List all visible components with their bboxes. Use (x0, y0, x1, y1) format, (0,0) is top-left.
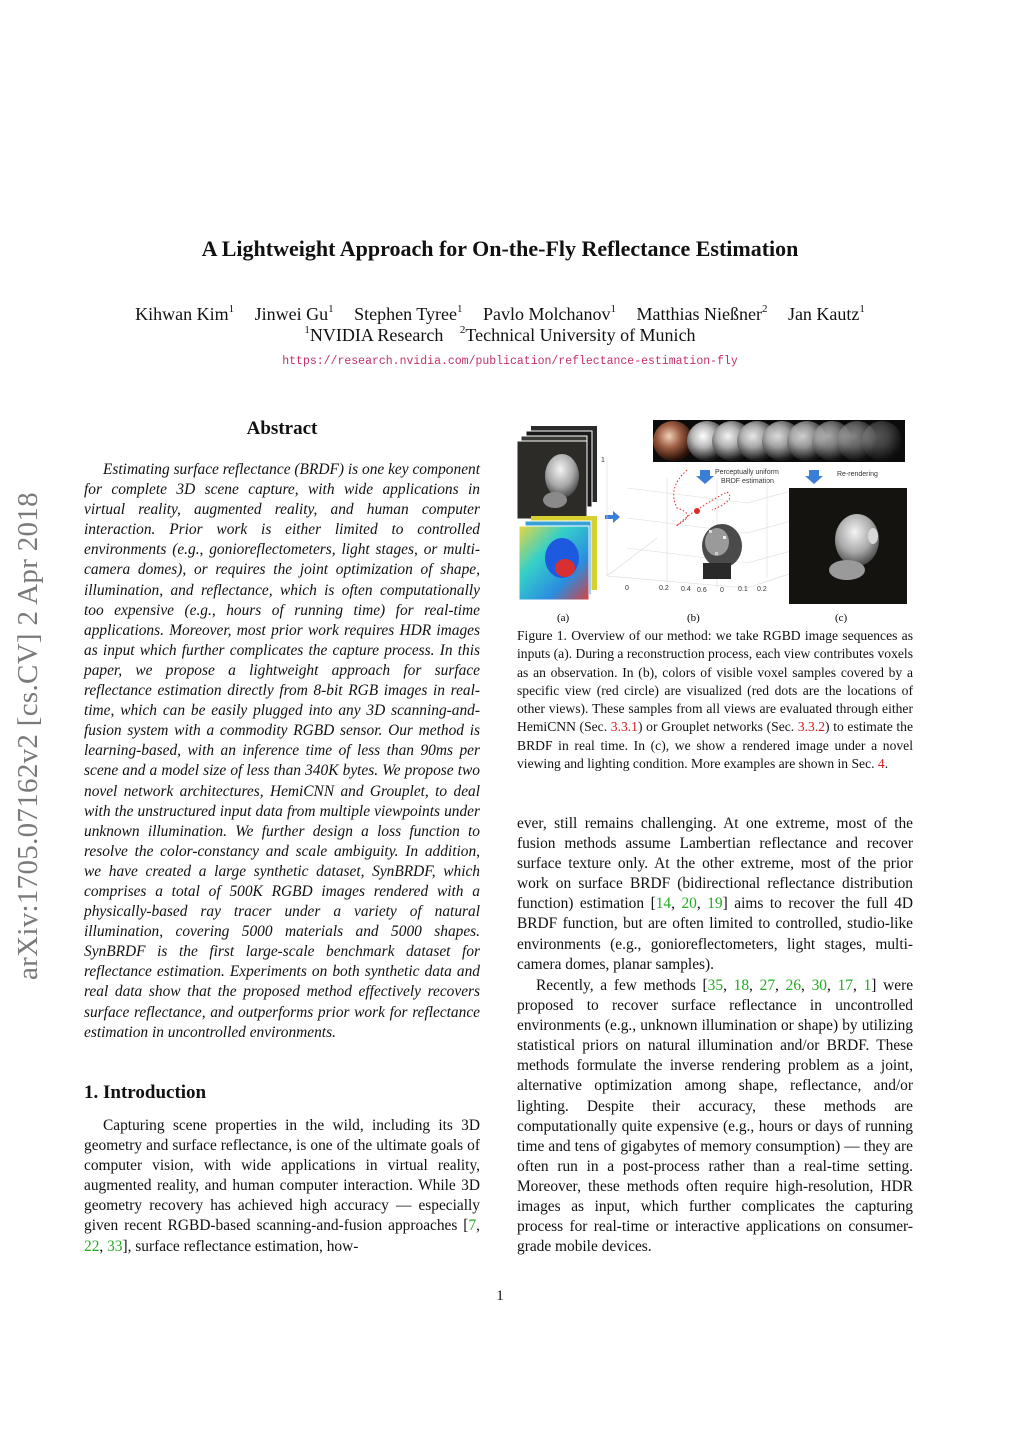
citation-link[interactable]: 35 (707, 977, 724, 994)
axis-tick: 0.2 (659, 585, 669, 592)
paper-title: A Lightweight Approach for On-the-Fly Reflectance Estimation (201, 236, 799, 261)
axis-tick: 0.6 (697, 587, 707, 594)
author-6: Jan Kautz$^1$ (787, 303, 865, 324)
author-list (0, 302, 1000, 326)
axis-tick: 0 (720, 587, 724, 594)
axis-tick: 0.2 (757, 586, 767, 593)
axis-tick: 0.4 (681, 586, 691, 593)
author-5: Matthias Nießner$^2$ (636, 303, 768, 324)
author-3: Stephen Tyree$^1$ (354, 303, 463, 324)
citation-link[interactable]: 18 (733, 977, 750, 994)
figure-annotation-rerender: Re-rendering (837, 471, 878, 478)
voxel-head (702, 524, 742, 579)
subfigure-label-a: (a) (557, 612, 570, 624)
abstract-text: Estimating surface reflectance (BRDF) is one key component for complete 3D scene capture, with wide applications in virtual reality, augmented reality, and human computer interaction. Prior work is either limited to controlled environments (e.g., gonioreflectometers, light stages, or multi-camera domes), or requires the joint optimization of shape, illumination, and reflectance, which is often computationally too expensive (e.g., hours of running time) for real-time applications. Moreover, most prior work requires HDR images as input which further complicates the capture process. In this paper, we propose a lightweight approach for surface reflectance estimation directly from 8-bit RGB images in real-time, which can be easily plugged into any 3D scanning-and-fusion system with a commodity RGBD sensor. Our method is learning-based, with an inference time of less than 90ms per scene and a model size of less than 340K bytes. We propose two novel network architectures, HemiCNN and Grouplet, to deal with the unstructured input data from multiple viewpoints under unknown illumination. We further design a loss function to resolve the color-constancy and scale ambiguity. In addition, we have created a large synthetic dataset, SynBRDF, which comprises a total of 500K RGBD images rendered with a physically-based ray tracer under a variety of natural illumination, covering 5000 materials and 5000 shapes. SynBRDF is the first large-scale benchmark dataset for reflectance estimation. Experiments on both synthetic data and real data show that the proposed method effectively recovers surface reflectance, and outperforms prior work for reflectance estimation in uncontrolled environments. (84, 461, 480, 1041)
section-ref-link[interactable]: 3.3.1 (610, 719, 638, 735)
subfigure-label-b: (b) (687, 612, 700, 624)
rgb-frame-stack (517, 426, 597, 519)
affiliation-2: $^2$Technical University of Munich (459, 324, 696, 345)
axis-tick: 0 (625, 585, 629, 592)
affiliations (0, 325, 1000, 346)
intro-paragraph-2: Recently, a few methods [35, 18, 27, 26, 30, 17, 1] were proposed to recover surface reflectance in uncontrolled environments (e.g., unknown illumination or shape) by utilizing statistical priors on natural illumination and/or BRDF. These methods formulate the inverse rendering problem as a joint, alternative optimization among shape, reflectance, and/or lighting. Despite their accuracy, these methods are computationally quite expensive (e.g., hours or days of running time and tens of gigabytes of memory consumption) — they are often run in a post-process rather than a real-time setting. Moreover, these methods often require high-resolution, HDR images as input, which further complicates the capturing process for real-time or interactive applications on consumer-grade mobile devices. (517, 977, 914, 1256)
axis-tick: 0.1 (738, 586, 748, 593)
citation-link[interactable]: 30 (811, 977, 827, 994)
citation-link[interactable]: 22 (84, 1237, 100, 1255)
citation-link[interactable]: 14 (655, 895, 672, 913)
citation-link[interactable]: 20 (681, 895, 697, 913)
arrow-down-icon (805, 470, 823, 484)
author-1: Kihwan Kim$^1$ (135, 303, 235, 324)
figure-1 (517, 418, 913, 624)
brdf-sphere-strip (653, 420, 905, 462)
citation-link[interactable]: 26 (785, 977, 802, 994)
citation-link[interactable]: 7 (468, 1217, 477, 1235)
intro-paragraph-1: Capturing scene properties in the wild, including its 3D geometry and surface reflectance, is one of the ultimate goals of computer vision, with wide applications in virtual reality, augmented reality, and human computer interaction. While 3D geometry recovery has achieved high accuracy — especially given recent RGBD-based scanning-and-fusion approaches [7, 22, 33], surface reflectance estimation, how- (84, 1117, 480, 1255)
axis-label: 1 (601, 457, 605, 464)
citation-link[interactable]: 27 (759, 977, 776, 994)
figure-annotation-brdf: Perceptually uniform (715, 469, 779, 476)
citation-link[interactable]: 17 (837, 977, 853, 994)
selected-view-marker (694, 508, 700, 514)
author-2: Jinwei Gu$^1$ (254, 303, 334, 324)
rendered-image (789, 488, 907, 604)
section-ref-link[interactable]: 4 (877, 756, 885, 772)
arrow-down-icon (696, 470, 714, 484)
abstract-heading: Abstract (246, 418, 318, 439)
section-ref-link[interactable]: 3.3.2 (797, 719, 826, 735)
affiliation-1: $^1$NVIDIA Research (304, 324, 444, 345)
citation-link[interactable]: 33 (107, 1237, 123, 1255)
arxiv-stamp: arXiv:1705.07162v2 [cs.CV] 2 Apr 2018 (12, 492, 44, 980)
subfigure-label-c: (c) (835, 612, 848, 624)
citation-link[interactable]: 19 (707, 895, 723, 913)
author-4: Pavlo Molchanov$^1$ (482, 303, 616, 324)
figure-1-graphic (517, 418, 913, 624)
section-heading-introduction: 1. Introduction (84, 1082, 207, 1103)
intro-paragraph-1-continued: ever, still remains challenging. At one extreme, most of the fusion methods assume Lambertian reflectance and recover surface texture only. At the other extreme, most of the prior work on surface BRDF (bidirectional reflectance distribution function) estimation [14, 20, 19] aims to recover the full 4D BRDF function, but are often limited to controlled, studio-like environments (e.g., gonioreflectometers, light stages, multi-camera domes, planar samples). (517, 815, 914, 973)
page-number: 1 (496, 1288, 504, 1304)
figure-annotation-brdf-2: BRDF estimation (721, 478, 774, 485)
project-url-link[interactable]: https://research.nvidia.com/publication/reflectance-estimation-fly (282, 355, 738, 368)
figure-1-caption: Figure 1. Overview of our method: we take RGBD image sequences as inputs (a). During a reconstruction process, each view contributes voxels as an observation. In (b), colors of visible voxel samples covered by a specific view (red circle) are visualized (red dots are the locations of other views). These samples from all views are evaluated through either HemiCNN (Sec. 3.3.1) or Grouplet networks (Sec. 3.3.2) to estimate the BRDF in real time. In (c), we show a rendered image under a novel viewing and lighting condition. More examples are shown in Sec. 4. (517, 628, 913, 772)
depth-frame-stack (519, 516, 597, 600)
citation-link[interactable]: 1 (863, 977, 872, 994)
